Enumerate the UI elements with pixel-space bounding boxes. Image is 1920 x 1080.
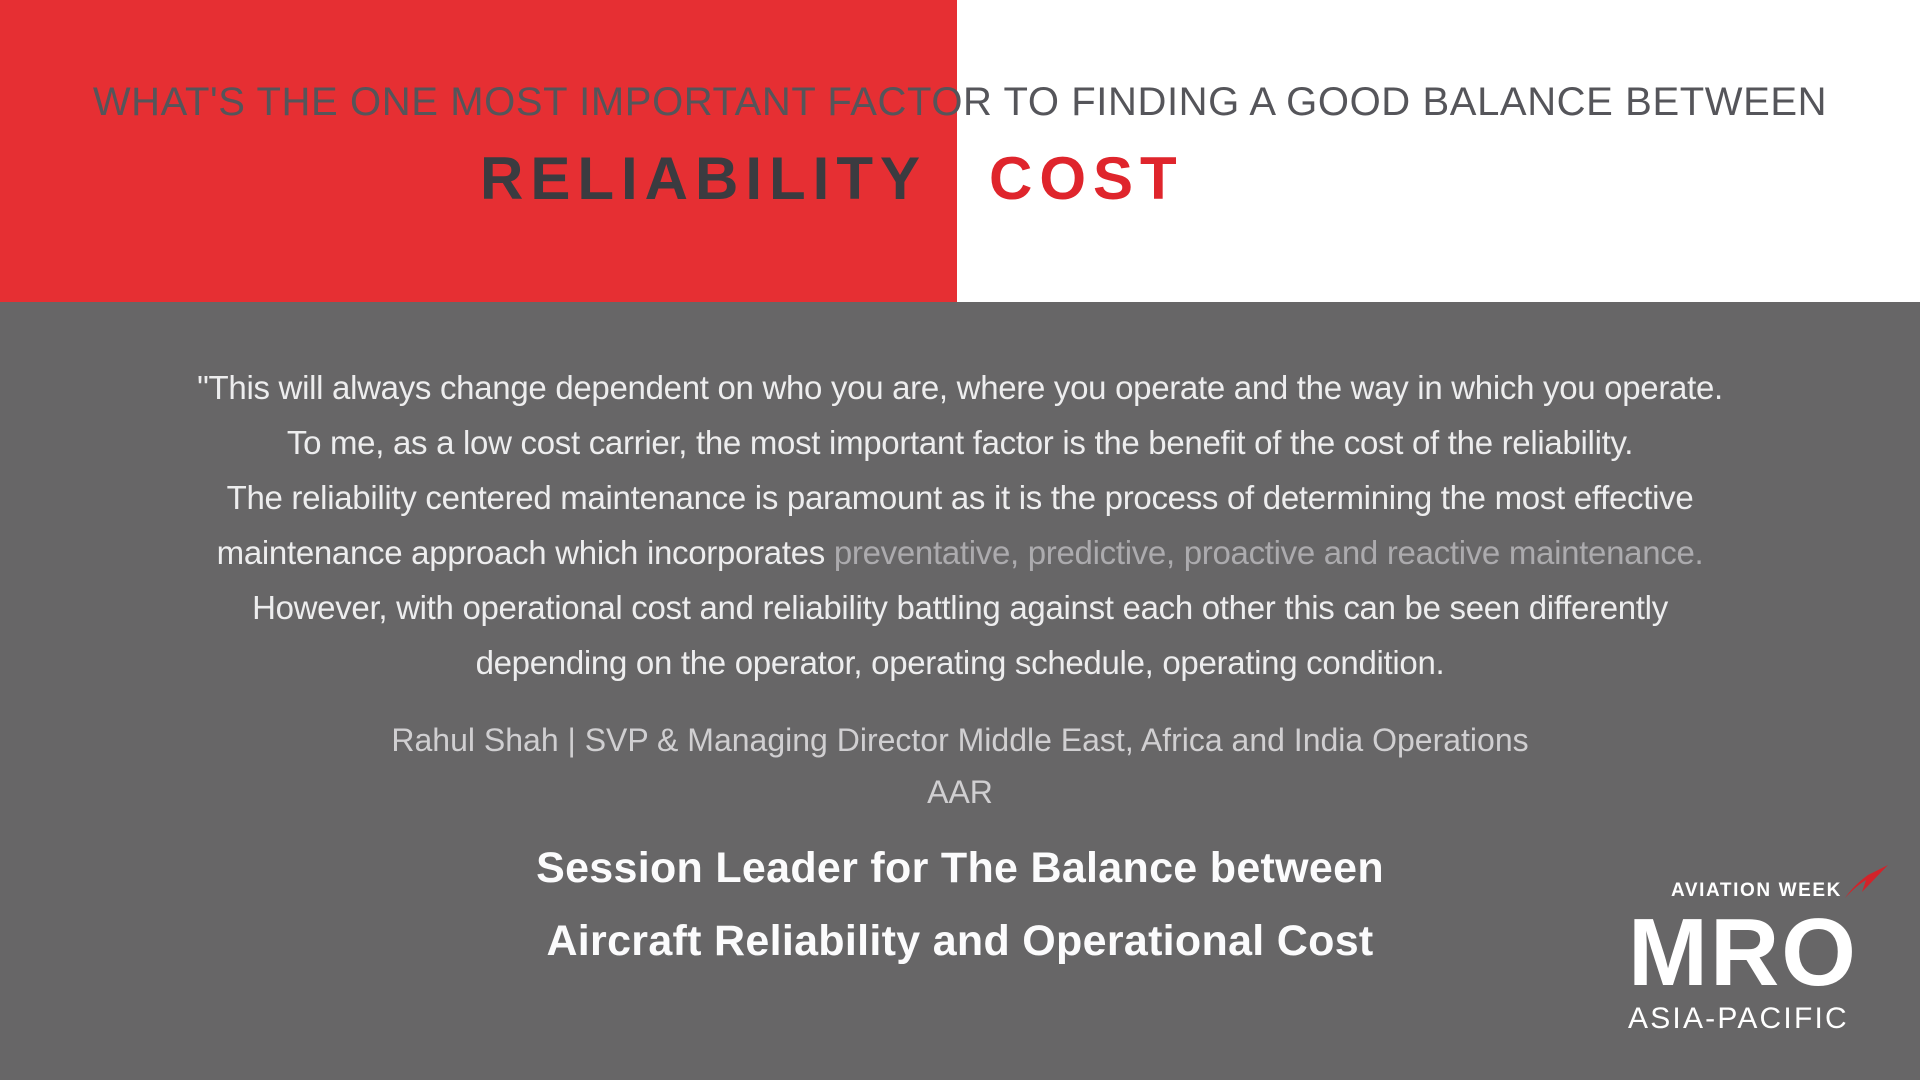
quote-line-4-main: maintenance approach which incorporates (216, 534, 834, 571)
quote-line-6: depending on the operator, operating schedule, operating condition. (475, 644, 1445, 681)
speaker-company: AAR (927, 774, 993, 810)
quote-line-3: The reliability centered maintenance is paramount as it is the process of determining the most effective (226, 479, 1694, 516)
quote-text (0, 360, 1920, 690)
attribution-block (0, 714, 1920, 818)
quote-line-4 (0, 525, 1920, 580)
reliability-term: RELIABILITY (480, 145, 927, 212)
quote-line-1: "This will always change dependent on who you are, where you operate and the way in which you operate. (197, 369, 1723, 406)
session-line-1: Session Leader for The Balance between (536, 844, 1384, 892)
cost-term: COST (989, 145, 1184, 212)
arrow-up-right-icon (1844, 864, 1888, 900)
aviation-week-wordmark (1628, 880, 1880, 902)
session-line-2: Aircraft Reliability and Operational Cost (546, 917, 1374, 965)
quote-line-2: To me, as a low cost carrier, the most important factor is the benefit of the cost of the reliability. (286, 424, 1634, 461)
aviation-week-mro-logo (1628, 880, 1880, 1036)
top-banner (0, 0, 1920, 302)
banner-headline: WHAT'S THE ONE MOST IMPORTANT FACTOR TO FINDING A GOOD BALANCE BETWEEN (92, 80, 1828, 124)
terms-row (0, 145, 1920, 212)
aviation-week-label: AVIATION WEEK (1670, 880, 1842, 901)
quote-line-5: However, with operational cost and reliability battling against each other this can be seen differently (252, 589, 1668, 626)
mro-wordmark: MRO (1628, 899, 1858, 1006)
quote-line-4-highlight: preventative, predictive, proactive and reactive maintenance. (833, 534, 1704, 571)
speaker-name-title: Rahul Shah | SVP & Managing Director Middle East, Africa and India Operations (391, 722, 1529, 758)
asia-pacific-label: ASIA-PACIFIC (1628, 1002, 1849, 1035)
